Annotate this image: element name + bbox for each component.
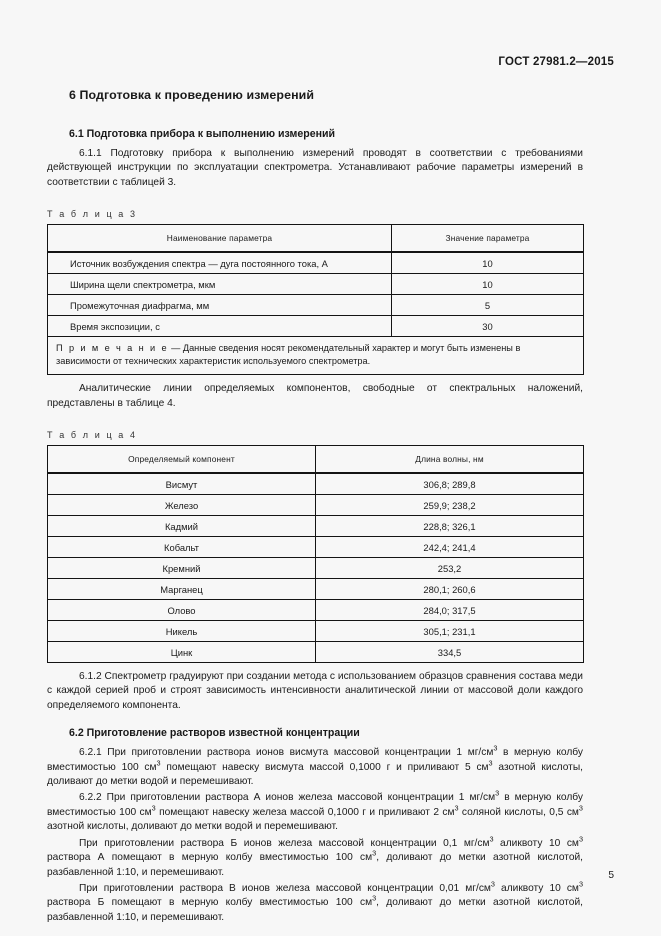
table4-header-0: Определяемый компонент — [48, 446, 316, 474]
note-label: П р и м е ч а н и е — [56, 343, 169, 354]
pv-seg-c: раствора Б помещают в мерную колбу вместимостью 100 см — [47, 897, 373, 909]
superscript-cubic: 3 — [488, 758, 493, 768]
table3-header-1: Значение параметра — [392, 225, 584, 253]
table-parameters — [47, 224, 584, 375]
superscript-cubic: 3 — [578, 803, 583, 813]
table-row — [48, 600, 584, 621]
table-row — [48, 495, 584, 516]
paragraph-6-2-1 — [47, 743, 583, 789]
paragraph-6-1-2: 6.1.2 Спектрометр градуируют при создании метода с использованием образцов сравнения состава меди с каждой серией проб и строят зависимость интенсивности аналитической линии от массовой доли каждого определяемого компонента. — [47, 671, 583, 711]
table4-cell-2-0: Кадмий — [48, 516, 316, 537]
paragraph-analytical-lines: Аналитические линии определяемых компонентов, свободные от спектральных наложений, представлены в таблице 4. — [47, 383, 583, 409]
superscript-cubic: 3 — [493, 743, 498, 753]
table3-cell-3-0: Время экспозиции, с — [48, 316, 392, 337]
standard-header: ГОСТ 27981.2—2015 — [498, 56, 614, 68]
paragraph-6-1-1: 6.1.1 Подготовку прибора к выполнению измерений проводят в соответствии с требованиями действующей инструкции по эксплуатации спектрометра. Устанавливают рабочие параметры измерений в соответствии с таблицей 3. — [47, 148, 583, 188]
table4-cell-5-0: Марганец — [48, 579, 316, 600]
superscript-cubic: 3 — [156, 758, 161, 768]
pv-seg-b: аликвоту 10 см — [494, 882, 579, 894]
table-row — [48, 642, 584, 663]
table4-header-1: Длина волны, нм — [316, 446, 584, 474]
p621-seg-a: 6.2.1 При приготовлении раствора ионов висмута массовой концентрации 1 мг/см — [79, 747, 494, 759]
superscript-cubic: 3 — [372, 848, 377, 858]
superscript-cubic: 3 — [578, 834, 583, 844]
table-header-row — [48, 446, 584, 474]
table-row — [48, 579, 584, 600]
superscript-cubic: 3 — [489, 834, 494, 844]
p621-seg-c: помещают навеску висмута массой 0,1000 г и приливают 5 см — [160, 761, 489, 773]
table3-header-0: Наименование параметра — [48, 225, 392, 253]
table-header-row — [48, 225, 584, 253]
table3-cell-2-1: 5 — [392, 295, 584, 316]
pv-seg-d: , доливают до метки азотной кислотой, разбавленной 1:10, и перемешивают. — [47, 897, 583, 923]
table3-cell-0-0: Источник возбуждения спектра — дуга постоянного тока, А — [48, 252, 392, 274]
table3-note-row — [48, 337, 584, 375]
page-number: 5 — [608, 870, 614, 881]
p622-seg-c: помещают навеску железа массой 0,1000 г и приливают 2 см — [155, 806, 455, 818]
superscript-cubic: 3 — [578, 879, 583, 889]
table4-cell-0-0: Висмут — [48, 473, 316, 495]
table3-cell-1-1: 10 — [392, 274, 584, 295]
paragraph-solution-b — [47, 834, 584, 880]
paragraph-solution-v — [47, 879, 583, 925]
table4-cell-3-0: Кобальт — [48, 537, 316, 558]
table4-cell-5-1: 280,1; 260,6 — [316, 579, 584, 600]
table4-cell-1-1: 259,9; 238,2 — [316, 495, 584, 516]
table3-cell-3-1: 30 — [392, 316, 584, 337]
section-title-6: 6 Подготовка к проведению измерений — [69, 88, 315, 102]
table-row — [48, 537, 584, 558]
table-row — [48, 274, 584, 295]
table4-cell-7-1: 305,1; 231,1 — [316, 621, 584, 642]
pb-seg-a: При приготовлении раствора Б ионов железа массовой концентрации 0,1 мг/см — [79, 837, 490, 849]
table4-cell-0-1: 306,8; 289,8 — [316, 473, 584, 495]
pb-seg-d: , доливают до метки азотной кислотой, разбавленной 1:10, и перемешивают. — [47, 852, 584, 878]
pb-seg-b: аликвоту 10 см — [493, 837, 579, 849]
table4-cell-4-0: Кремний — [48, 558, 316, 579]
table-wavelengths — [47, 445, 584, 663]
pb-seg-c: раствора А помещают в мерную колбу вместимостью 100 см — [47, 852, 373, 864]
table4-cell-6-0: Олово — [48, 600, 316, 621]
table4-cell-8-0: Цинк — [48, 642, 316, 663]
table3-cell-0-1: 10 — [392, 252, 584, 274]
table-row — [48, 621, 584, 642]
superscript-cubic: 3 — [490, 879, 495, 889]
table3-cell-1-0: Ширина щели спектрометра, мкм — [48, 274, 392, 295]
paragraph-6-2-2 — [47, 791, 583, 834]
table4-caption: Т а б л и ц а 4 — [47, 430, 138, 441]
superscript-cubic: 3 — [372, 893, 377, 903]
p622-seg-a: 6.2.2 При приготовлении раствора А ионов железа массовой концентрации 1 мг/см — [79, 792, 496, 804]
table-row — [48, 558, 584, 579]
superscript-cubic: 3 — [495, 789, 500, 799]
table-row — [48, 252, 584, 274]
table4-cell-4-1: 253,2 — [316, 558, 584, 579]
p622-seg-b: в мерную колбу вместимостью 100 см — [47, 792, 584, 818]
table4-cell-2-1: 228,8; 326,1 — [316, 516, 584, 537]
table-row — [48, 473, 584, 495]
table-row — [48, 295, 584, 316]
table4-cell-7-0: Никель — [48, 621, 316, 642]
p622-seg-d: соляной кислоты, 0,5 см — [458, 806, 579, 818]
table-row — [48, 516, 584, 537]
table3-cell-2-0: Промежуточная диафрагма, мм — [48, 295, 392, 316]
subsection-title-6-1: 6.1 Подготовка прибора к выполнению измерений — [69, 128, 336, 140]
subsection-title-6-2: 6.2 Приготовление растворов известной концентрации — [69, 727, 360, 740]
page-content — [47, 88, 583, 925]
table4-cell-1-0: Железо — [48, 495, 316, 516]
table3-caption: Т а б л и ц а 3 — [47, 209, 138, 220]
superscript-cubic: 3 — [151, 803, 156, 813]
pv-seg-a: При приготовлении раствора В ионов железа массовой концентрации 0,01 мг/см — [79, 882, 491, 894]
table4-cell-3-1: 242,4; 241,4 — [316, 537, 584, 558]
table4-cell-6-1: 284,0; 317,5 — [316, 600, 584, 621]
table3-note — [48, 337, 584, 375]
table-row — [48, 316, 584, 337]
p621-seg-b: в мерную колбу вместимостью 100 см — [47, 747, 583, 773]
table4-cell-8-1: 334,5 — [316, 642, 584, 663]
superscript-cubic: 3 — [454, 803, 459, 813]
p621-seg-d: азотной кислоты, доливают до метки водой и перемешивают. — [47, 761, 583, 788]
note-text: — Данные сведения носят рекомендательный характер и могут быть изменены в зависимости от технических характеристик используемого спектрометра. — [56, 343, 521, 367]
p622-seg-e: азотной кислоты, доливают до метки водой и перемешивают. — [47, 821, 338, 833]
